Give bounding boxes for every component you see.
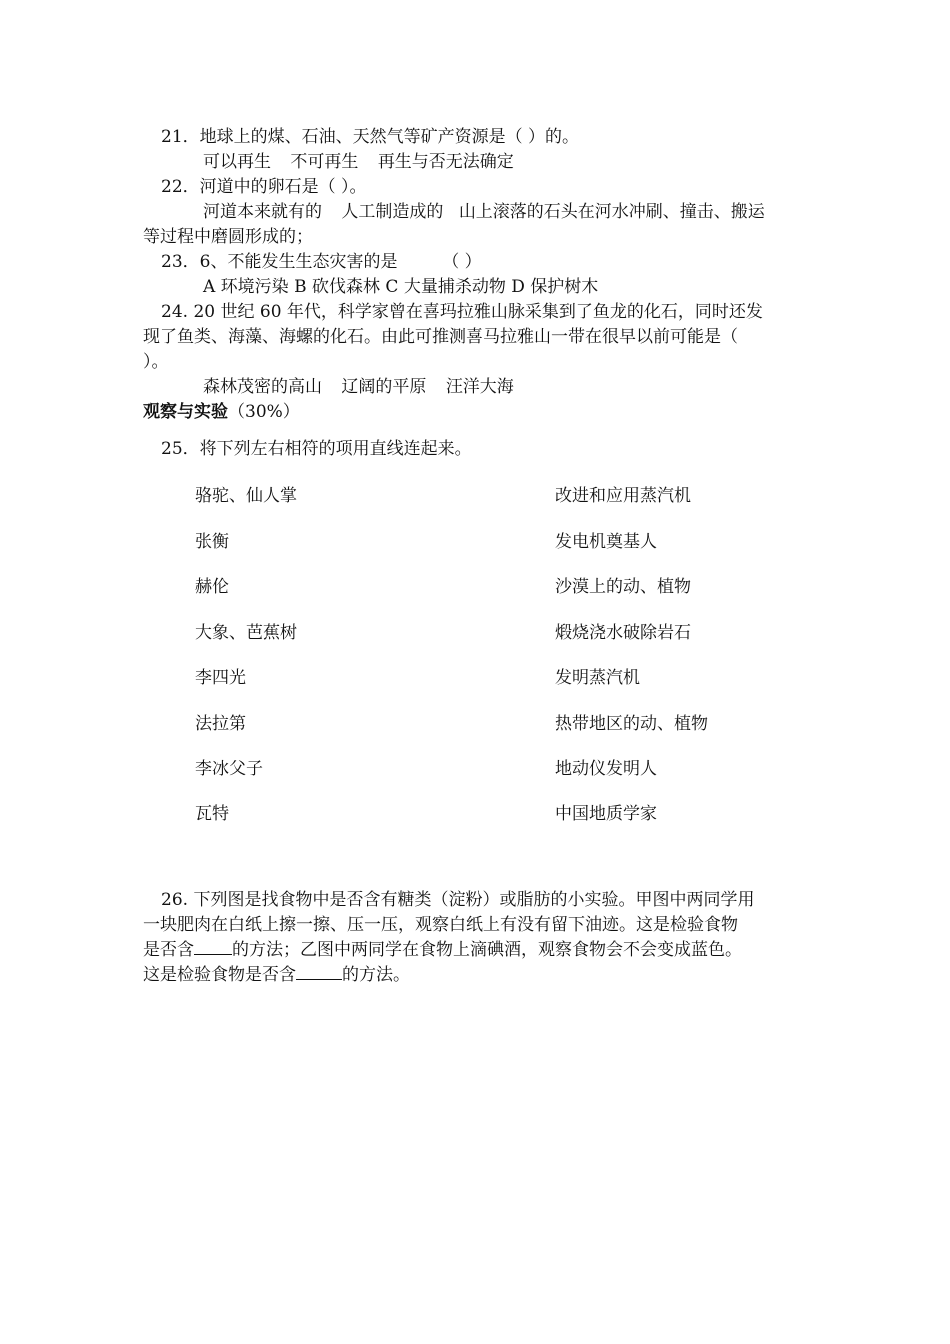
q22-option-3: 山上滚落的石头在河水冲刷、撞击、搬运 — [458, 202, 765, 222]
q26-line-2: 一块肥肉在白纸上擦一擦、压一压，观察白纸上有没有留下油迹。这是检验食物 — [143, 915, 738, 935]
q23-option-a: A 环境污染 — [203, 277, 289, 297]
q24-line-2: 现了鱼类、海藻、海螺的化石。由此可推测喜马拉雅山一带在很早以前可能是（ — [143, 327, 738, 347]
q25-left-item: 骆驼、仙人掌 — [195, 486, 297, 506]
q21-options — [203, 151, 514, 173]
q25-right-item: 热带地区的动、植物 — [555, 714, 708, 734]
q23-option-c: C 大量捕杀动物 — [385, 277, 506, 297]
q23-option-d: D 保护树木 — [511, 277, 599, 297]
q25-right-item: 中国地质学家 — [555, 804, 657, 824]
section-title: 观察与实验 — [143, 402, 228, 422]
q26-line-3-end: 的方法；乙图中两同学在食物上滴碘酒，观察食物会不会变成蓝色。 — [232, 940, 742, 960]
q24-options — [203, 376, 514, 398]
q24-line-3: ）。 — [143, 352, 169, 372]
q25-left-item: 李冰父子 — [195, 759, 263, 779]
q25-left-item: 张衡 — [195, 532, 229, 552]
q23-option-b: B 砍伐森林 — [294, 277, 380, 297]
q23-options — [203, 276, 598, 298]
q26-line-3 — [143, 939, 742, 961]
q21-option-2: 不可再生 — [290, 152, 359, 172]
q23-stem — [161, 251, 482, 273]
q25-right-item: 改进和应用蒸汽机 — [555, 486, 691, 506]
q25-left-item: 大象、芭蕉树 — [195, 623, 297, 643]
q26-line-4-end: 的方法。 — [342, 965, 410, 985]
q25-left-item: 瓦特 — [195, 804, 229, 824]
q25-left-item: 法拉第 — [195, 714, 246, 734]
q21-stem: 21．地球上的煤、石油、天然气等矿产资源是（ ）的。 — [161, 127, 580, 147]
q24-option-2: 辽阔的平原 — [341, 377, 427, 397]
section-weight: （30%） — [228, 402, 300, 422]
q26-line-4 — [143, 964, 410, 986]
q22-option-1: 河道本来就有的 — [203, 202, 322, 222]
q21-option-1: 可以再生 — [203, 152, 271, 172]
q22-option-2: 人工制造成的 — [341, 202, 444, 222]
q23-answer-paren: （ ） — [442, 252, 482, 272]
q22-option-3-cont: 等过程中磨圆形成的； — [143, 227, 313, 247]
q24-option-3: 汪洋大海 — [445, 377, 514, 397]
q25-right-item: 煅烧浇水破除岩石 — [555, 623, 691, 643]
q26-line-4-start: 这是检验食物是否含 — [143, 965, 296, 985]
q25-right-item: 发电机奠基人 — [555, 532, 657, 552]
q25-left-item: 赫伦 — [195, 577, 229, 597]
q25-stem: 25．将下列左右相符的项用直线连起来。 — [161, 439, 472, 459]
q24-option-1: 森林茂密的高山 — [203, 377, 322, 397]
q26-line-1: 26. 下列图是找食物中是否含有糖类（淀粉）或脂肪的小实验。甲图中两同学用 — [161, 890, 755, 910]
q25-right-item: 地动仪发明人 — [555, 759, 657, 779]
q23-stem-text: 23．6、不能发生生态灾害的是 — [161, 252, 398, 272]
q22-options — [203, 201, 765, 223]
q24-line-1: 24. 20 世纪 60 年代，科学家曾在喜玛拉雅山脉采集到了鱼龙的化石，同时还发 — [161, 302, 763, 322]
q26-answer-blank-2[interactable] — [296, 964, 342, 980]
q22-stem: 22．河道中的卵石是（ ）。 — [161, 177, 367, 197]
section-heading — [143, 401, 300, 423]
q25-right-item: 发明蒸汽机 — [555, 668, 640, 688]
q26-answer-blank-1[interactable] — [194, 939, 232, 955]
q21-option-3: 再生与否无法确定 — [377, 152, 514, 172]
q25-left-item: 李四光 — [195, 668, 246, 688]
q25-right-item: 沙漠上的动、植物 — [555, 577, 691, 597]
q26-line-3-start: 是否含 — [143, 940, 194, 960]
